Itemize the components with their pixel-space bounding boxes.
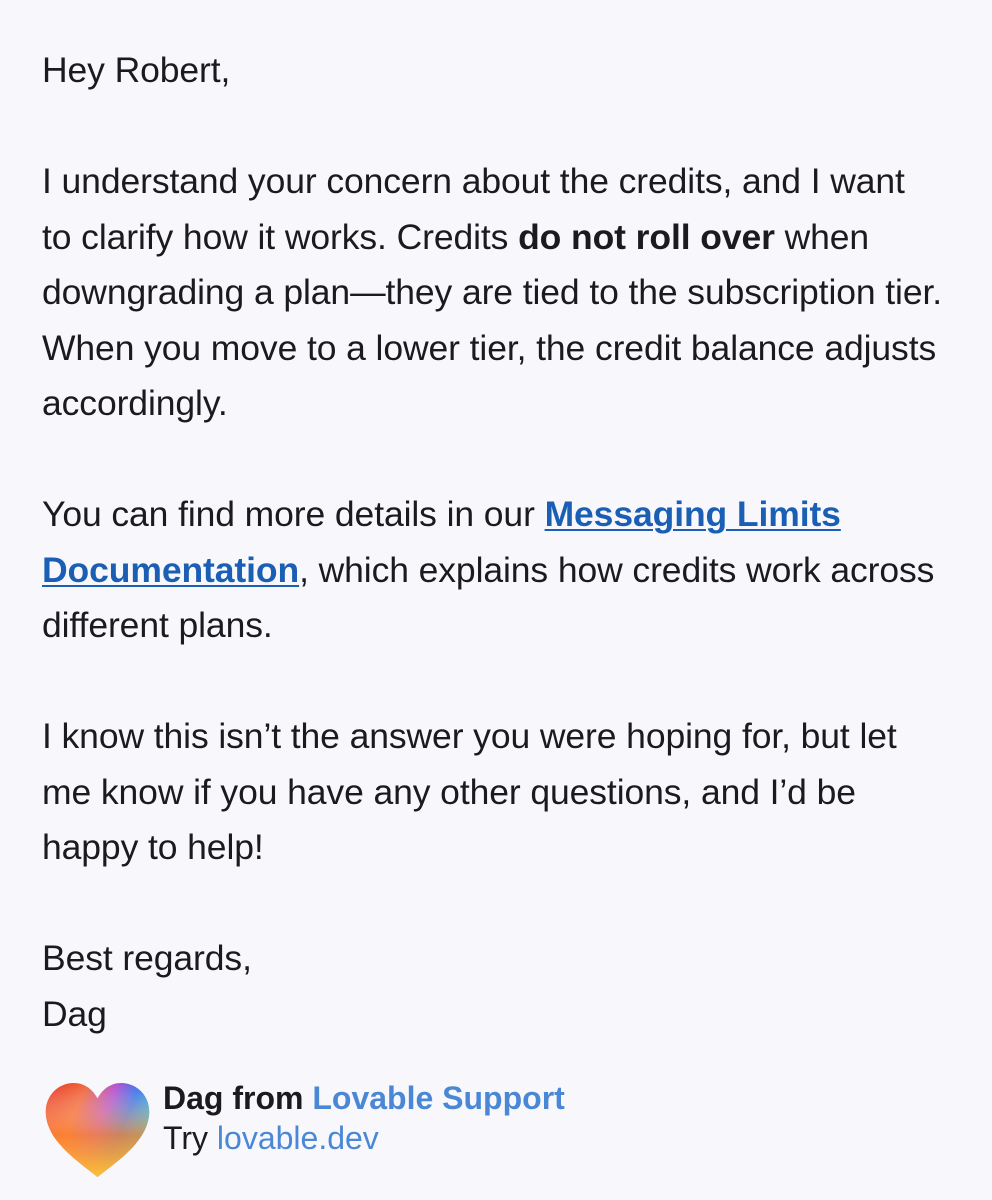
messaging-limits-docs-link[interactable]: Messaging Limits Documentation <box>42 494 841 590</box>
signature-text <box>163 1075 565 1158</box>
email-body <box>42 43 942 1042</box>
paragraph-docs-text-a: You can find more details in our <box>42 494 545 534</box>
paragraph-credits-text-a: I understand your concern about the credits, and I want to clarify how it works. Credits <box>42 161 905 257</box>
paragraph-docs-text-b: , which explains how credits work across different plans. <box>42 549 935 645</box>
closing: Best regards, <box>42 938 252 978</box>
sender-name: Dag <box>42 993 107 1034</box>
try-label: Try <box>163 1120 209 1156</box>
paragraph-docs <box>42 487 942 654</box>
signature-name: Dag from <box>163 1080 304 1116</box>
email-signature <box>40 1075 565 1185</box>
signature-line-1 <box>163 1078 565 1118</box>
lovable-support-link[interactable]: Lovable Support <box>312 1080 565 1116</box>
paragraph-credits <box>42 154 942 432</box>
lovable-dev-link[interactable]: lovable.dev <box>216 1120 379 1156</box>
heart-gradient-icon <box>40 1075 155 1185</box>
greeting: Hey Robert, <box>42 50 231 90</box>
signature-line-2 <box>163 1118 565 1158</box>
paragraph-closing-note: I know this isn’t the answer you were hoping for, but let me know if you have any other questions, and I’d be happy to help! <box>42 716 897 867</box>
paragraph-credits-text-b: when downgrading a plan—they are tied to the subscription tier. When you move to a lower tier, the credit balance adjusts accordingly. <box>42 216 943 423</box>
bold-emphasis: do not roll over <box>518 216 775 257</box>
